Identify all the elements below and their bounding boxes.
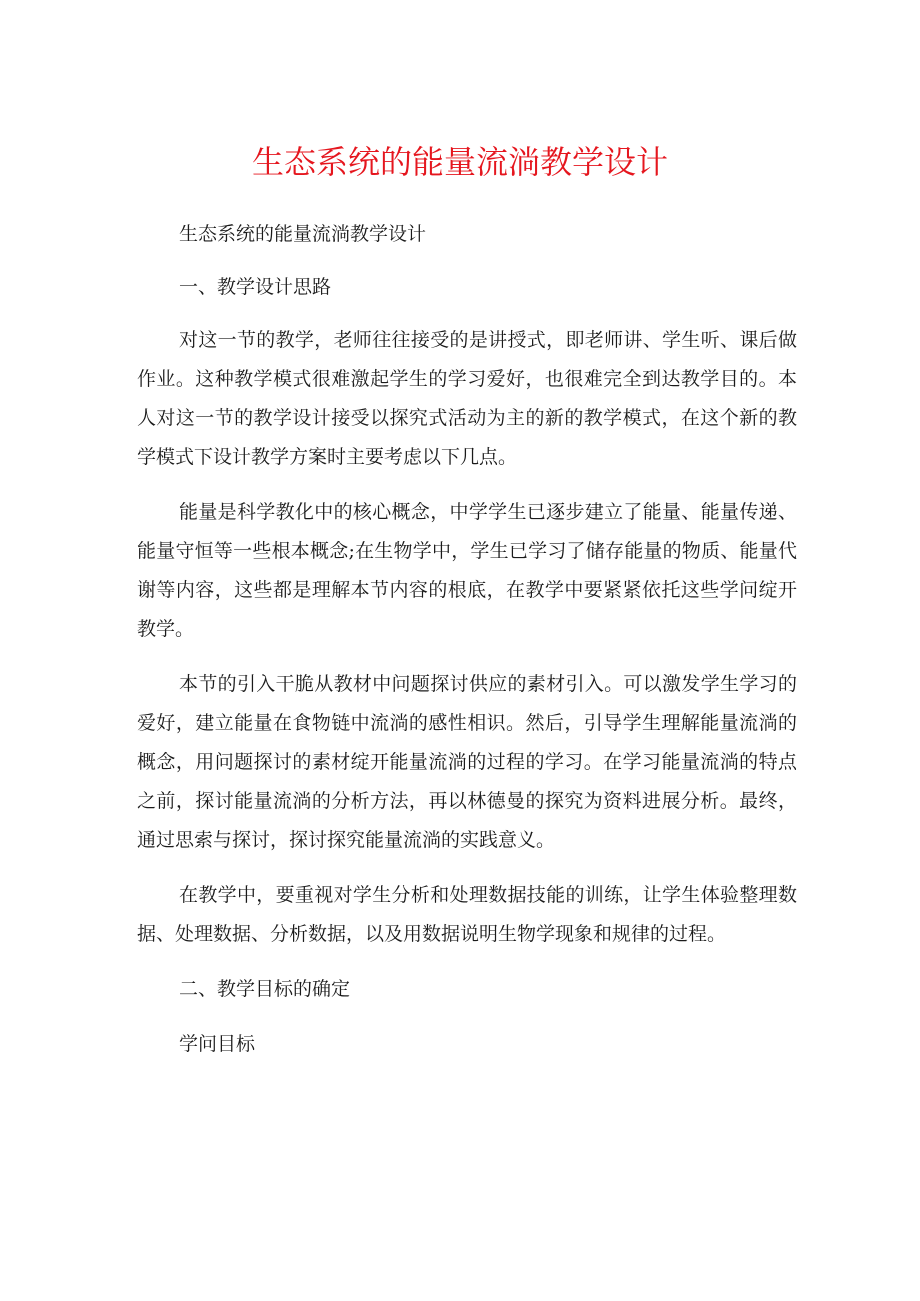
subheading-knowledge-goals: 学问目标 (179, 1033, 256, 1055)
document-body (137, 215, 797, 1064)
section-heading-objectives: 二、教学目标的确定 (179, 978, 351, 1000)
paragraph-intro: 对这一节的教学，老师往往接受的是讲授式，即老师讲、学生听、课后做作业。这种教学模式很难激起学生的学习爱好，也很难完全到达教学目的。本人对这一节的教学设计接受以探究式活动为主的新的教学模式，在这个新的教学模式下设计教学方案时主要考虑以下几点。 (137, 329, 797, 468)
paragraph-data-skills: 在教学中，要重视对学生分析和处理数据技能的训练，让学生体验整理数据、处理数据、分析数据，以及用数据说明生物学现象和规律的过程。 (137, 884, 797, 945)
document-title: 生态系统的能量流淌教学设计 (251, 143, 668, 181)
paragraph-energy-concept: 能量是科学教化中的核心概念，中学学生已逐步建立了能量、能量传递、能量守恒等一些根本概念;在生物学中，学生已学习了储存能量的物质、能量代谢等内容，这些都是理解本节内容的根底，在教学中要紧紧依托这些学问绽开教学。 (137, 501, 797, 640)
paragraph-lesson-flow: 本节的引入干脆从教材中问题探讨供应的素材引入。可以激发学生学习的爱好，建立能量在食物链中流淌的感性相识。然后，引导学生理解能量流淌的概念，用问题探讨的素材绽开能量流淌的过程的学习。在学习能量流淌的特点之前，探讨能量流淌的分析方法，再以林德曼的探究为资料进展分析。最终，通过思索与探讨，探讨探究能量流淌的实践意义。 (137, 673, 797, 851)
section-heading-design-approach: 一、教学设计思路 (179, 276, 332, 298)
paragraph-subtitle: 生态系统的能量流淌教学设计 (179, 223, 427, 245)
